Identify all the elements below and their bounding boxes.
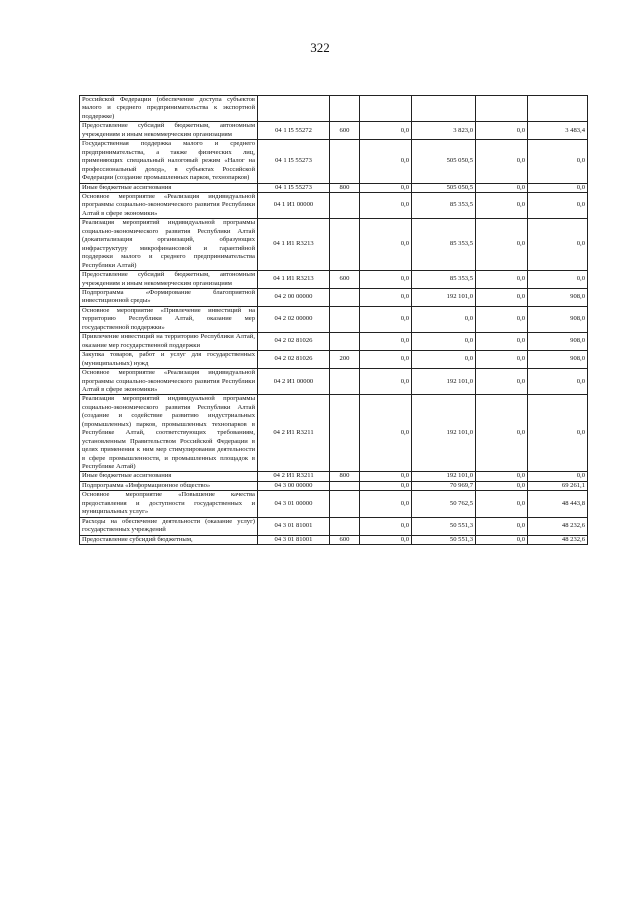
row-value-3: 0,0: [476, 140, 528, 183]
row-value-4: 0,0: [528, 183, 588, 192]
row-value-1: 0,0: [360, 140, 412, 183]
row-expense-type: [330, 517, 360, 535]
table-row: [80, 219, 588, 271]
budget-table-body: [80, 96, 588, 545]
row-code: 04 2 02 81026: [258, 351, 330, 369]
row-value-2: 0,0: [412, 333, 476, 351]
row-value-1: 0,0: [360, 306, 412, 332]
row-value-1: 0,0: [360, 122, 412, 140]
row-expense-type: [330, 306, 360, 332]
row-value-1: 0,0: [360, 395, 412, 472]
row-name: Предоставление субсидий бюджетным,: [80, 535, 258, 544]
row-code: 04 1 И1 00000: [258, 192, 330, 218]
row-expense-type: [330, 192, 360, 218]
table-row: [80, 535, 588, 544]
row-value-3: 0,0: [476, 395, 528, 472]
row-code: 04 2 И1 R3211: [258, 472, 330, 481]
budget-table: [79, 95, 588, 545]
row-value-4: 48 232,6: [528, 535, 588, 544]
table-row: [80, 192, 588, 218]
table-row: [80, 472, 588, 481]
row-expense-type: [330, 140, 360, 183]
row-expense-type: [330, 395, 360, 472]
row-value-4: 48 443,8: [528, 491, 588, 517]
row-name: Иные бюджетные ассигнования: [80, 472, 258, 481]
row-value-3: 0,0: [476, 333, 528, 351]
table-row: [80, 491, 588, 517]
row-expense-type: [330, 333, 360, 351]
row-value-2: 85 353,5: [412, 219, 476, 271]
row-name: Основное мероприятие «Реализация индивидуальной программы социально-экономического развития Республики Алтай в сфере экономики»: [80, 192, 258, 218]
row-value-1: 0,0: [360, 472, 412, 481]
row-name: Российской Федерации (обеспечение доступа субъектов малого и среднего предпринимательства к экспортной поддержке): [80, 96, 258, 122]
table-row: [80, 333, 588, 351]
row-value-4: 3 483,4: [528, 122, 588, 140]
table-row: [80, 288, 588, 306]
page-number: 322: [310, 40, 330, 55]
row-value-2: 50 762,5: [412, 491, 476, 517]
row-value-3: 0,0: [476, 306, 528, 332]
row-value-3: 0,0: [476, 535, 528, 544]
row-value-4: 0,0: [528, 472, 588, 481]
row-value-1: 0,0: [360, 183, 412, 192]
row-value-2: 50 551,3: [412, 517, 476, 535]
row-value-1: 0,0: [360, 535, 412, 544]
row-value-3: 0,0: [476, 271, 528, 289]
table-row: [80, 96, 588, 122]
row-code: 04 2 02 81026: [258, 333, 330, 351]
row-expense-type: 800: [330, 472, 360, 481]
table-row: [80, 183, 588, 192]
row-value-4: 0,0: [528, 271, 588, 289]
table-row: [80, 395, 588, 472]
row-expense-type: 800: [330, 183, 360, 192]
row-value-4: 48 232,6: [528, 517, 588, 535]
row-value-2: 192 101,0: [412, 472, 476, 481]
table-row: [80, 481, 588, 490]
table-row: [80, 122, 588, 140]
row-value-4: [528, 96, 588, 122]
row-value-2: 0,0: [412, 306, 476, 332]
row-expense-type: [330, 288, 360, 306]
row-code: 04 2 02 00000: [258, 306, 330, 332]
table-row: [80, 271, 588, 289]
row-value-3: 0,0: [476, 351, 528, 369]
row-name: Основное мероприятие «Реализация индивидуальной программы социально-экономического развития Республики Алтай в сфере экономики»: [80, 369, 258, 395]
row-code: 04 2 00 00000: [258, 288, 330, 306]
row-value-3: 0,0: [476, 472, 528, 481]
row-value-1: [360, 96, 412, 122]
row-value-3: 0,0: [476, 192, 528, 218]
row-expense-type: 200: [330, 351, 360, 369]
row-value-3: 0,0: [476, 288, 528, 306]
row-value-4: 0,0: [528, 192, 588, 218]
row-value-3: 0,0: [476, 481, 528, 490]
table-row: [80, 140, 588, 183]
row-value-3: 0,0: [476, 517, 528, 535]
row-expense-type: 600: [330, 271, 360, 289]
table-row: [80, 517, 588, 535]
row-value-4: 0,0: [528, 395, 588, 472]
row-value-4: 0,0: [528, 219, 588, 271]
row-name: Расходы на обеспечение деятельности (оказание услуг) государственных учреждений: [80, 517, 258, 535]
row-value-2: 85 353,5: [412, 271, 476, 289]
row-name: Иные бюджетные ассигнования: [80, 183, 258, 192]
row-expense-type: 600: [330, 535, 360, 544]
row-code: 04 3 01 81001: [258, 535, 330, 544]
row-value-2: 505 050,5: [412, 140, 476, 183]
row-name: Предоставление субсидий бюджетным, автономным учреждениям и иным некоммерческим организациям: [80, 271, 258, 289]
row-expense-type: [330, 491, 360, 517]
row-name: Реализация мероприятий индивидуальной программы социально-экономического развития Республики Алтай (создание и содействие развитию индустриальных (промышленных) парков, промышленных технопарков в Республике Алтай, соответствующих требованиям, установленным Правительством Российской Федерации в целях применения к ним мер стимулирования деятельности в сфере промышленности, и промышленных площадок в Республике Алтай): [80, 395, 258, 472]
row-value-3: 0,0: [476, 491, 528, 517]
row-code: 04 3 00 00000: [258, 481, 330, 490]
row-value-1: 0,0: [360, 517, 412, 535]
row-value-4: 69 261,1: [528, 481, 588, 490]
row-value-2: 70 969,7: [412, 481, 476, 490]
row-code: 04 1 I5 55273: [258, 140, 330, 183]
row-value-3: 0,0: [476, 122, 528, 140]
row-name: Основное мероприятие «Привлечение инвестиций на территорию Республики Алтай, оказание мер государственной поддержки»: [80, 306, 258, 332]
row-value-4: 0,0: [528, 140, 588, 183]
row-value-4: 908,0: [528, 288, 588, 306]
table-row: [80, 369, 588, 395]
row-value-2: 85 353,5: [412, 192, 476, 218]
row-code: 04 1 I5 55273: [258, 183, 330, 192]
row-code: [258, 96, 330, 122]
row-value-1: 0,0: [360, 219, 412, 271]
row-name: Государственная поддержка малого и среднего предпринимательства, а также физических лиц, применяющих специальный налоговый режим «Налог на профессиональный доход», в субъектах Российской Федерации (создание промышленных парков, технопарков): [80, 140, 258, 183]
row-value-2: 192 101,0: [412, 395, 476, 472]
row-name: Привлечение инвестиций на территорию Республики Алтай, оказание мер государственной поддержки: [80, 333, 258, 351]
row-value-1: 0,0: [360, 491, 412, 517]
row-code: 04 1 И1 R3213: [258, 271, 330, 289]
row-expense-type: [330, 219, 360, 271]
row-expense-type: [330, 96, 360, 122]
row-value-1: 0,0: [360, 271, 412, 289]
row-name: Основное мероприятие «Повышение качества предоставления и доступности государственных и муниципальных услуг»: [80, 491, 258, 517]
row-name: Подпрограмма «Формирование благоприятной инвестиционной среды»: [80, 288, 258, 306]
row-value-4: 0,0: [528, 369, 588, 395]
table-row: [80, 351, 588, 369]
row-value-4: 908,0: [528, 333, 588, 351]
row-value-2: 192 101,0: [412, 369, 476, 395]
row-value-4: 908,0: [528, 306, 588, 332]
row-value-3: 0,0: [476, 219, 528, 271]
row-value-3: 0,0: [476, 183, 528, 192]
row-expense-type: [330, 369, 360, 395]
row-code: 04 2 И1 R3211: [258, 395, 330, 472]
row-value-2: 192 101,0: [412, 288, 476, 306]
row-code: 04 1 И1 R3213: [258, 219, 330, 271]
row-name: Закупка товаров, работ и услуг для государственных (муниципальных) нужд: [80, 351, 258, 369]
row-value-1: 0,0: [360, 288, 412, 306]
row-value-3: [476, 96, 528, 122]
row-value-1: 0,0: [360, 192, 412, 218]
row-value-2: 50 551,3: [412, 535, 476, 544]
table-row: [80, 306, 588, 332]
row-value-4: 908,0: [528, 351, 588, 369]
row-expense-type: [330, 481, 360, 490]
row-value-1: 0,0: [360, 481, 412, 490]
row-name: Подпрограмма «Информационное общество»: [80, 481, 258, 490]
row-value-2: 0,0: [412, 351, 476, 369]
row-value-1: 0,0: [360, 369, 412, 395]
row-code: 04 3 01 00000: [258, 491, 330, 517]
row-code: 04 1 I5 55272: [258, 122, 330, 140]
row-value-1: 0,0: [360, 351, 412, 369]
row-name: Предоставление субсидий бюджетным, автономным учреждениям и иным некоммерческим организациям: [80, 122, 258, 140]
row-value-1: 0,0: [360, 333, 412, 351]
row-value-2: 3 823,0: [412, 122, 476, 140]
row-name: Реализация мероприятий индивидуальной программы социально-экономического развития Республики Алтай (докапитализация организаций, образующих инфраструктуру микрофинансовой и гарантийной поддержки малого и среднего предпринимательства Республики Алтай): [80, 219, 258, 271]
row-expense-type: 600: [330, 122, 360, 140]
row-code: 04 3 01 81001: [258, 517, 330, 535]
row-code: 04 2 И1 00000: [258, 369, 330, 395]
row-value-3: 0,0: [476, 369, 528, 395]
row-value-2: [412, 96, 476, 122]
row-value-2: 505 050,5: [412, 183, 476, 192]
